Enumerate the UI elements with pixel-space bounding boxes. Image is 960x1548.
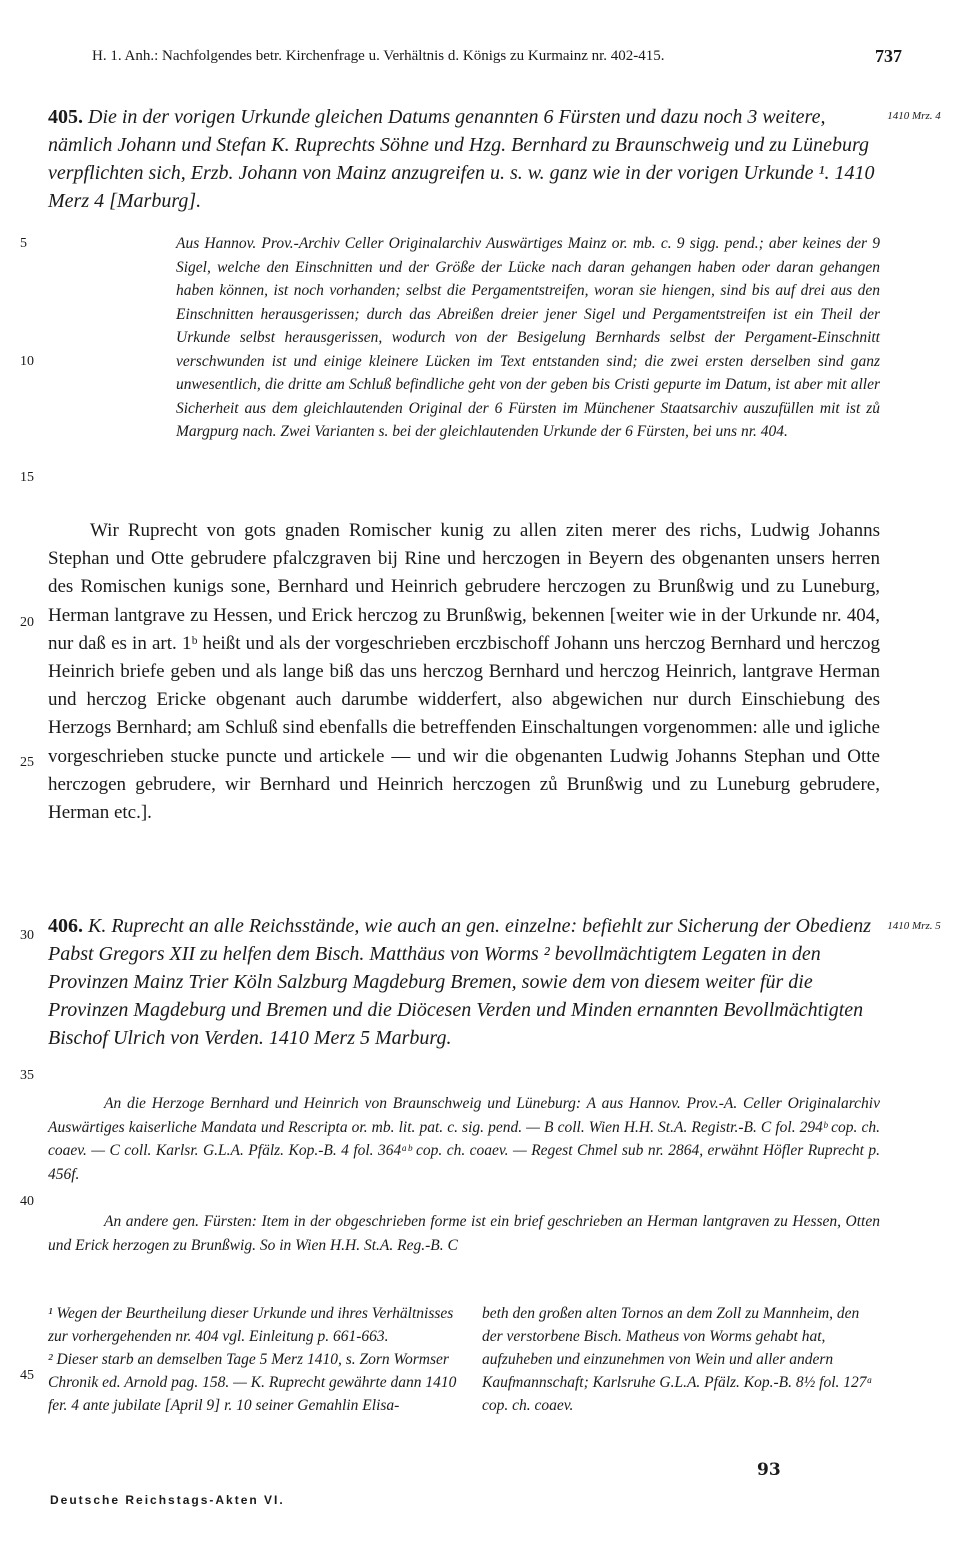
sheet-number: 93 xyxy=(757,1460,781,1480)
line-number-20: 20 xyxy=(20,615,34,630)
doc406-number: 406. xyxy=(48,915,83,937)
doc405-text: Wir Ruprecht von gots gnaden Romischer kunig zu allen ziten merer des richs, Ludwig Johanns Stephan und Otte gebrudere pfalczgraven bij Rine und herczogen in Beyern des obgenanten unsers herren des Romischen kunigs sone, Bernhard und Heinrich gebrudere herczogen zu Brunßwig und zu Luneburg, Herman lantgrave zu Hessen, und Erick herczog zu Brunßwig, bekennen [weiter wie in der Urkunde nr. 404, nur daß es in art. 1ᵇ heißt und als der vorgeschrieben erczbischoff Johann uns herczog Bernhard und herczog Heinrich briefe geben und als lange biß das uns herczog Bernhard und herczog Heinrich, lantgrave Herman und herczog Ericke obgenant auch darumbe widderfert, also abgewichen nur durch Einschiebung des Herzogs Bernhard; am Schluß sind ebenfalls die betreffenden Einschaltungen vorgenommen: alle und igliche vorgeschrieben stucke puncte und artickele — und wir die obgenanten Ludwig Johanns Stephan und Otte herczogen gebrudere, wir Bernhard und Heinrich herczogen zů Brunßwig und zu Luneburg gebrudere, Herman etc.]. xyxy=(48,520,880,824)
doc405-source-note: Aus Hannov. Prov.-Archiv Celler Originalarchiv Auswärtiges Mainz or. mb. c. 9 sigg. pend.; aber keines der 9 Sigel, welche den Einschnitten und der Größe der Lücke nach daran gehangen haben oder daran gehangen haben können, ist noch vorhanden; selbst die Pergamentstreifen, woran sie hiengen, sind bis auf drei aus den Einschnitten herausgerissen; durch das Abreißen dreier jener Sigel und Pergamentstreifen ist ein Theil der Urkunde selbst herausgerissen, wodurch von der Besigelung Bernhards selbst der Pergament-Einschnitt verschwunden ist und einige kleinere Lücken im Text entstanden sind; die zwei ersten derselben sind ganz unwesentlich, die dritte am Schluß befindliche geht von der geben bis Cristi gepurte im Datum, ist aber mit aller Sicherheit aus dem gleichlautenden Original der 6 Fürsten im Münchener Staatsarchiv auszufüllen mit ist zů Margpurg nach. Zwei Varianten s. bei der gleichlautenden Urkunde der 6 Fürsten, bei uns nr. 404. xyxy=(176,235,880,440)
series-title: Deutsche Reichstags-Akten VI. xyxy=(50,1493,285,1507)
line-number-10: 10 xyxy=(20,354,34,369)
doc406-heading xyxy=(48,912,878,1052)
running-head xyxy=(92,48,902,65)
doc406-margin-date: 1410 Mrz. 5 xyxy=(887,920,941,932)
line-number-30: 30 xyxy=(20,928,34,943)
line-number-35: 35 xyxy=(20,1068,34,1083)
doc406-source-other: An andere gen. Fürsten: Item in der obgeschrieben forme ist ein brief geschrieben an Herman lantgraven zu Hessen, Otten und Erick herzogen zu Brunßwig. So in Wien H.H. St.A. Reg.-B. C xyxy=(48,1213,880,1254)
line-number-45: 45 xyxy=(20,1368,34,1383)
running-head-text: H. 1. Anh.: Nachfolgendes betr. Kirchenfrage u. Verhältnis d. Königs zu Kurmainz nr. 402-415. xyxy=(92,48,665,64)
page-number: 737 xyxy=(875,46,902,66)
footnotes-right-column: beth den großen alten Tornos an dem Zoll zu Mannheim, den der verstorbene Bisch. Matheus von Worms gehabt hat, aufzuheben und einzunehmen von Wein und aller andern Kaufmannschaft; Karlsruhe G.L.A. Pfälz. Kop.-B. 8½ fol. 127ᵃ cop. ch. coaev. xyxy=(482,1305,873,1414)
doc405-margin-date: 1410 Mrz. 4 xyxy=(887,110,941,122)
line-number-40: 40 xyxy=(20,1194,34,1209)
doc405-heading xyxy=(48,103,878,215)
line-number-15: 15 xyxy=(20,470,34,485)
doc406-source-primary: An die Herzoge Bernhard und Heinrich von Braunschweig und Lüneburg: A aus Hannov. Prov.-A. Celler Originalarchiv Auswärtiges kaiserliche Mandata und Rescripta or. mb. lit. pat. c. sig. pend. — B coll. Wien H.H. St.A. Registr.-B. C fol. 294ᵇ cop. ch. coaev. — C coll. Karlsr. G.L.A. Pfälz. Kop.-B. 4 fol. 364ᵃᵇ cop. ch. coaev. — Regest Chmel sub nr. 2864, erwähnt Höfler Ruprecht p. 456f. xyxy=(48,1095,880,1183)
line-number-5: 5 xyxy=(20,236,27,251)
doc406-heading-text: K. Ruprecht an alle Reichsstände, wie auch an gen. einzelne: befiehlt zur Sicherung der Obedienz Pabst Gregors XII zu helfen dem Bisch. Matthäus von Worms ² bevollmächtigtem Legaten in den Provinzen Mainz Trier Köln Salzburg Magdeburg Bremen, sowie dem von diesem weiter für die Provinzen Magdeburg und Bremen und die Diöcesen Verden und Minden ernannten Bevollmächtigten Bischof Ulrich von Verden. 1410 Merz 5 Marburg. xyxy=(48,915,871,1049)
line-number-25: 25 xyxy=(20,755,34,770)
footnotes-left-column: ¹ Wegen der Beurtheilung dieser Urkunde und ihres Verhältnisses zur vorhergehenden nr. 404 vgl. Einleitung p. 661-663. ² Dieser starb an demselben Tage 5 Merz 1410, s. Zorn Wormser Chronik ed. Arnold pag. 158. — K. Ruprecht gewährte dann 1410 fer. 4 ante jubilate [April 9] r. 10 seiner Gemahlin Elisa- xyxy=(48,1305,457,1414)
doc405-number: 405. xyxy=(48,106,83,128)
doc405-heading-text: Die in der vorigen Urkunde gleichen Datums genannten 6 Fürsten und dazu noch 3 weitere, nämlich Johann und Stefan K. Ruprechts Söhne und Hzg. Bernhard zu Braunschweig und zu Lüneburg verpflichten sich, Erzb. Johann von Mainz anzugreifen u. s. w. ganz wie in der vorigen Urkunde ¹. 1410 Merz 4 [Marburg]. xyxy=(48,106,875,212)
